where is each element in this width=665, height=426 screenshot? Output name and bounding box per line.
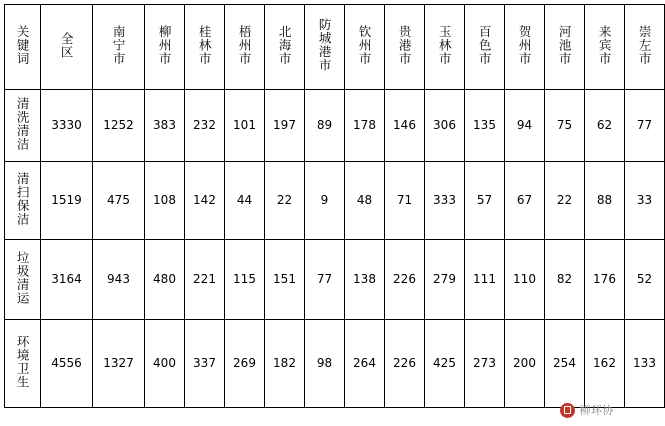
cell: 279 [425, 240, 465, 320]
header-row [5, 5, 665, 90]
cell: 273 [465, 320, 505, 408]
cell: 57 [465, 162, 505, 240]
table-row [5, 320, 665, 408]
column-header-chongzuo [625, 5, 665, 90]
watermark-logo-icon [560, 403, 575, 418]
column-header-chongzuo-label: 崇左市 [637, 24, 653, 66]
cell: 75 [545, 90, 585, 162]
cell: 1519 [41, 162, 93, 240]
column-header-nanning-label: 南宁市 [111, 24, 127, 66]
column-header-guilin-label: 桂林市 [197, 24, 213, 66]
row-label-text: 环境卫生 [15, 334, 31, 389]
column-header-quanqu-label: 全区 [59, 31, 75, 59]
table-header [5, 5, 665, 90]
cell: 221 [185, 240, 225, 320]
column-header-guigang-label: 贵港市 [397, 24, 413, 66]
cell: 264 [345, 320, 385, 408]
cell: 52 [625, 240, 665, 320]
cell: 425 [425, 320, 465, 408]
column-header-laibin-label: 来宾市 [597, 24, 613, 66]
cell: 383 [145, 90, 185, 162]
column-header-hechi [545, 5, 585, 90]
column-header-hezhou [505, 5, 545, 90]
cell: 4556 [41, 320, 93, 408]
row-label-lajiqingyun [5, 240, 41, 320]
cell: 3164 [41, 240, 93, 320]
cell: 33 [625, 162, 665, 240]
cell: 232 [185, 90, 225, 162]
cell: 110 [505, 240, 545, 320]
cell: 67 [505, 162, 545, 240]
cell: 400 [145, 320, 185, 408]
cell: 269 [225, 320, 265, 408]
column-header-liuzhou [145, 5, 185, 90]
column-header-yulin-label: 玉林市 [437, 24, 453, 66]
column-header-wuzhou [225, 5, 265, 90]
table-row [5, 240, 665, 320]
keyword-statistics-table [4, 4, 665, 408]
cell: 115 [225, 240, 265, 320]
cell: 333 [425, 162, 465, 240]
cell: 138 [345, 240, 385, 320]
cell: 151 [265, 240, 305, 320]
cell: 135 [465, 90, 505, 162]
column-header-baise [465, 5, 505, 90]
column-header-guigang [385, 5, 425, 90]
column-header-wuzhou-label: 梧州市 [237, 24, 253, 66]
cell: 1327 [93, 320, 145, 408]
cell: 48 [345, 162, 385, 240]
cell: 101 [225, 90, 265, 162]
cell: 94 [505, 90, 545, 162]
column-header-qinzhou-label: 钦州市 [357, 24, 373, 66]
column-header-nanning [93, 5, 145, 90]
table-body [5, 90, 665, 408]
table-container [4, 4, 656, 408]
column-header-beihai [265, 5, 305, 90]
cell: 77 [305, 240, 345, 320]
cell: 62 [585, 90, 625, 162]
cell: 337 [185, 320, 225, 408]
cell: 82 [545, 240, 585, 320]
cell: 98 [305, 320, 345, 408]
cell: 306 [425, 90, 465, 162]
column-header-keyword [5, 5, 41, 90]
cell: 226 [385, 240, 425, 320]
row-label-qingsaobaojie [5, 162, 41, 240]
row-label-qingxiqingjie [5, 90, 41, 162]
column-header-laibin [585, 5, 625, 90]
row-label-text: 清洗清洁 [15, 96, 31, 151]
cell: 182 [265, 320, 305, 408]
column-header-yulin [425, 5, 465, 90]
table-row [5, 90, 665, 162]
cell: 475 [93, 162, 145, 240]
column-header-keyword-label: 关键词 [15, 24, 31, 66]
cell: 1252 [93, 90, 145, 162]
row-label-text: 清扫保洁 [15, 171, 31, 226]
cell: 178 [345, 90, 385, 162]
cell: 77 [625, 90, 665, 162]
cell: 71 [385, 162, 425, 240]
cell: 111 [465, 240, 505, 320]
column-header-hezhou-label: 贺州市 [517, 24, 533, 66]
column-header-qinzhou [345, 5, 385, 90]
cell: 254 [545, 320, 585, 408]
cell: 943 [93, 240, 145, 320]
cell: 133 [625, 320, 665, 408]
row-label-huanjingweisheng [5, 320, 41, 408]
column-header-baise-label: 百色市 [477, 24, 493, 66]
column-header-fangchenggang-label: 防城港市 [317, 18, 333, 73]
cell: 44 [225, 162, 265, 240]
watermark-label: 柳环协 [579, 404, 614, 417]
column-header-guilin [185, 5, 225, 90]
cell: 3330 [41, 90, 93, 162]
cell: 480 [145, 240, 185, 320]
column-header-hechi-label: 河池市 [557, 24, 573, 66]
cell: 176 [585, 240, 625, 320]
cell: 108 [145, 162, 185, 240]
row-label-text: 垃圾清运 [15, 250, 31, 305]
cell: 142 [185, 162, 225, 240]
column-header-liuzhou-label: 柳州市 [157, 24, 173, 66]
column-header-fangchenggang [305, 5, 345, 90]
column-header-quanqu [41, 5, 93, 90]
cell: 89 [305, 90, 345, 162]
cell: 9 [305, 162, 345, 240]
cell: 226 [385, 320, 425, 408]
watermark [560, 402, 615, 418]
cell: 88 [585, 162, 625, 240]
cell: 162 [585, 320, 625, 408]
cell: 146 [385, 90, 425, 162]
column-header-beihai-label: 北海市 [277, 24, 293, 66]
cell: 22 [545, 162, 585, 240]
table-row [5, 162, 665, 240]
cell: 200 [505, 320, 545, 408]
cell: 197 [265, 90, 305, 162]
cell: 22 [265, 162, 305, 240]
